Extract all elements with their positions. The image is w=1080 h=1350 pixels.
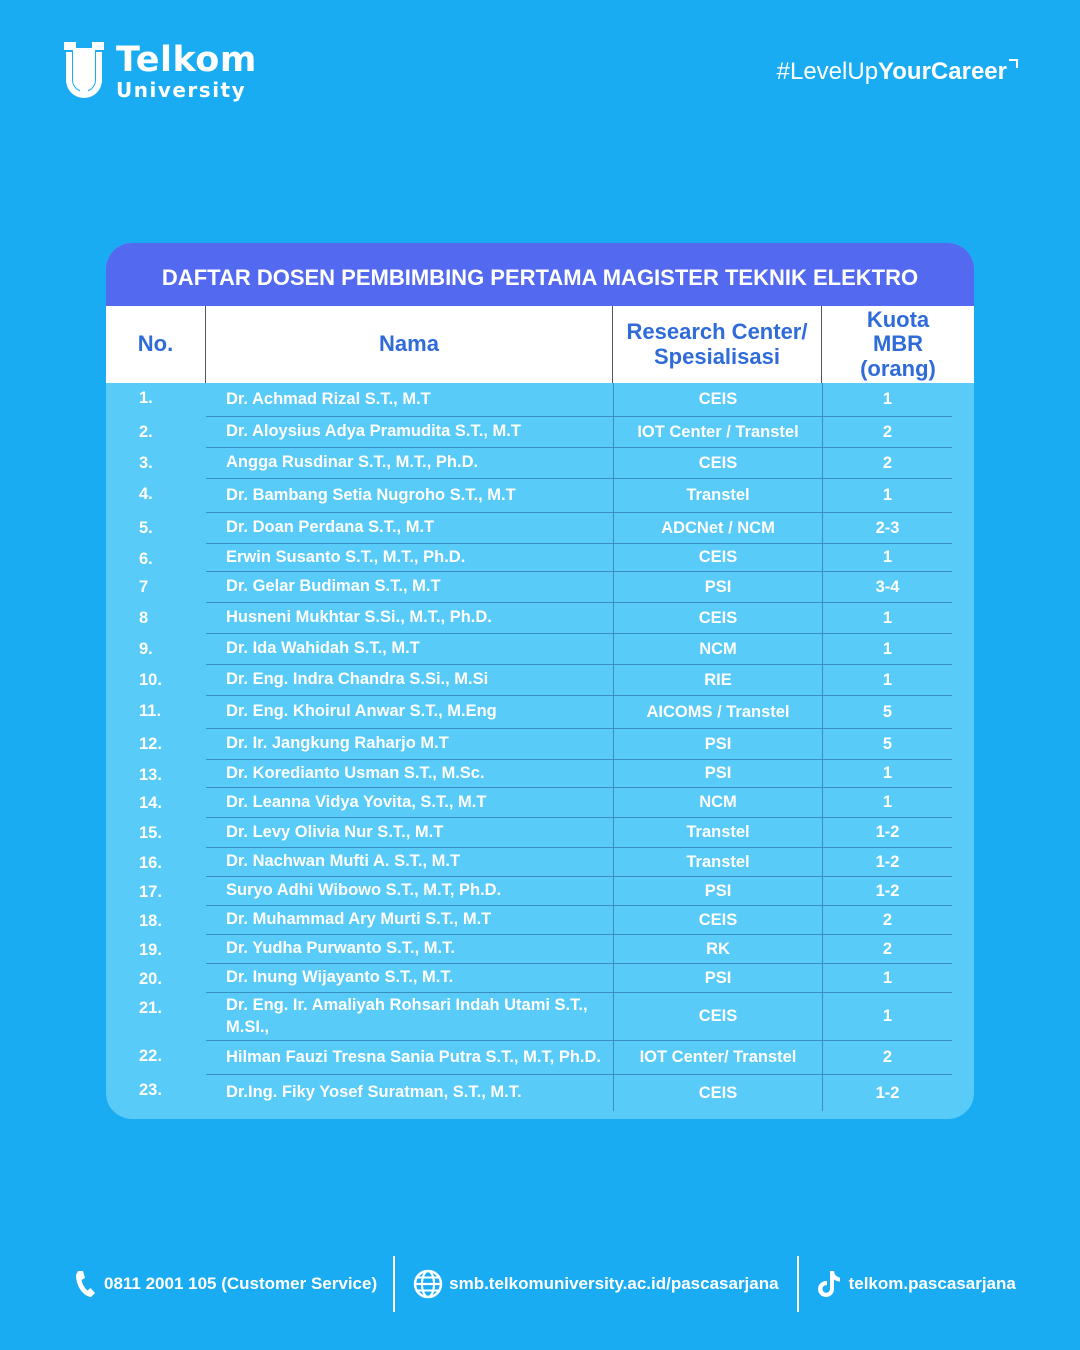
table-row [106, 935, 974, 964]
quota: 1-2 [822, 848, 952, 877]
research-center: CEIS [613, 1075, 822, 1111]
tiktok-handle[interactable]: telkom.pascasarjana [848, 1274, 1016, 1293]
table-row [106, 993, 974, 1041]
research-center: AICOMS / Transtel [613, 696, 822, 729]
research-center: Transtel [613, 479, 822, 513]
quota: 1 [822, 993, 952, 1041]
quota: 5 [822, 729, 952, 760]
row-number: 13. [139, 766, 162, 784]
table-row [106, 479, 974, 513]
row-number: 11. [139, 702, 162, 720]
lecturer-name: Dr. Leanna Vidya Yovita, S.T., M.T [206, 788, 613, 818]
research-center: CEIS [613, 544, 822, 572]
header-name: Nama [206, 306, 613, 383]
lecturer-name: Dr. Ida Wahidah S.T., M.T [206, 634, 613, 665]
lecturer-name: Dr. Koredianto Usman S.T., M.Sc. [206, 760, 613, 788]
footer-divider [797, 1256, 799, 1312]
footer-contacts [0, 1255, 1080, 1313]
table-row [106, 634, 974, 665]
quota: 1 [822, 603, 952, 634]
research-center: CEIS [613, 906, 822, 935]
row-number: 21. [139, 999, 162, 1017]
research-center: RIE [613, 665, 822, 696]
table-header [106, 306, 974, 383]
lecturer-name: Dr. Bambang Setia Nugroho S.T., M.T [206, 479, 613, 513]
row-number: 7 [139, 578, 149, 596]
lecturer-name: Husneni Mukhtar S.Si., M.T., Ph.D. [206, 603, 613, 634]
quota: 1 [822, 788, 952, 818]
table-row [106, 383, 974, 417]
footer-website [413, 1269, 778, 1299]
research-center: NCM [613, 634, 822, 665]
table-row [106, 417, 974, 448]
table-row [106, 877, 974, 906]
website-link[interactable]: smb.telkomuniversity.ac.id/pascasarjana [449, 1274, 779, 1293]
quota: 2 [822, 448, 952, 479]
table-row [106, 760, 974, 788]
row-number: 4. [139, 485, 153, 503]
row-number: 19. [139, 941, 162, 959]
tagline [777, 58, 1018, 86]
table-row [106, 848, 974, 877]
lecturer-name: Dr.Ing. Fiky Yosef Suratman, S.T., M.T. [226, 1083, 522, 1102]
table-row [106, 696, 974, 729]
lecturer-name: Dr. Eng. Khoirul Anwar S.T., M.Eng [206, 696, 613, 729]
research-center: Transtel [613, 848, 822, 877]
table-row [106, 544, 974, 572]
table-row [106, 906, 974, 935]
quota: 1 [822, 383, 952, 417]
quota: 1 [822, 665, 952, 696]
table-row [106, 788, 974, 818]
table-row [106, 572, 974, 603]
table-row [106, 729, 974, 760]
table-row [106, 665, 974, 696]
advisor-table-panel [106, 243, 974, 1119]
row-number: 5. [139, 519, 153, 537]
quota: 2-3 [822, 513, 952, 544]
table-row [106, 448, 974, 479]
research-center: CEIS [613, 603, 822, 634]
row-number: 9. [139, 640, 153, 658]
lecturer-name: Dr. Doan Perdana S.T., M.T [206, 513, 613, 544]
table-row [106, 513, 974, 544]
corner-mark-icon [1009, 59, 1018, 68]
table-row [106, 1075, 974, 1111]
globe-icon [413, 1269, 443, 1299]
row-number: 23. [139, 1081, 162, 1099]
row-number: 3. [139, 454, 153, 472]
header-research-center: Research Center/ Spesialisasi [613, 306, 822, 383]
research-center: PSI [613, 877, 822, 906]
research-center: IOT Center/ Transtel [613, 1041, 822, 1075]
telkom-logo-icon [62, 40, 106, 102]
lecturer-name: Dr. Yudha Purwanto S.T., M.T. [206, 935, 613, 964]
lecturer-name: Dr. Inung Wijayanto S.T., M.T. [206, 964, 613, 993]
quota: 1 [822, 760, 952, 788]
phone-text[interactable]: 0811 2001 105 (Customer Service) [104, 1274, 378, 1293]
table-row [106, 603, 974, 634]
lecturer-name: Dr. Muhammad Ary Murti S.T., M.T [206, 906, 613, 935]
tagline-bold: YourCareer [878, 58, 1007, 85]
row-number: 1. [139, 389, 153, 407]
footer-divider [393, 1256, 395, 1312]
footer-phone [72, 1269, 377, 1299]
lecturer-name: Dr. Achmad Rizal S.T., M.T [206, 383, 613, 417]
quota: 1-2 [822, 1075, 952, 1111]
table-row [106, 1041, 974, 1075]
research-center: PSI [613, 964, 822, 993]
phone-icon [72, 1269, 98, 1299]
lecturer-name: Hilman Fauzi Tresna Sania Putra S.T., M.T, Ph.D. [206, 1041, 613, 1075]
lecturer-name: Angga Rusdinar S.T., M.T., Ph.D. [206, 448, 613, 479]
tagline-light: #LevelUp [776, 58, 879, 85]
quota: 1 [822, 544, 952, 572]
logo-wordmark: Telkom [116, 39, 257, 80]
lecturer-name: Dr. Eng. Ir. Amaliyah Rohsari Indah Utami S.T., M.SI., [206, 993, 613, 1041]
research-center: ADCNet / NCM [613, 513, 822, 544]
quota: 2 [822, 417, 952, 448]
row-number: 14. [139, 794, 162, 812]
row-number: 18. [139, 912, 162, 930]
table-title: DAFTAR DOSEN PEMBIMBING PERTAMA MAGISTER TEKNIK ELEKTRO [106, 243, 974, 306]
table-row [106, 964, 974, 993]
row-number: 12. [139, 735, 162, 753]
telkom-university-logo [62, 40, 257, 102]
quota: 1 [822, 964, 952, 993]
lecturer-name: Dr. Nachwan Mufti A. S.T., M.T [206, 848, 613, 877]
row-number: 16. [139, 854, 162, 872]
quota: 1-2 [822, 818, 952, 848]
quota: 2 [822, 906, 952, 935]
logo-subtitle: University [116, 77, 247, 102]
row-number: 17. [139, 883, 162, 901]
row-number: 6. [139, 550, 153, 568]
header-quota: Kuota MBR (orang) [860, 307, 936, 381]
quota: 1 [822, 479, 952, 513]
lecturer-name: Dr. Gelar Budiman S.T., M.T [206, 572, 613, 603]
lecturer-name: Dr. Levy Olivia Nur S.T., M.T [206, 818, 613, 848]
quota: 1-2 [822, 877, 952, 906]
table-row [106, 818, 974, 848]
footer-tiktok [817, 1269, 1016, 1299]
quota: 1 [822, 634, 952, 665]
quota: 3-4 [822, 572, 952, 603]
research-center: CEIS [613, 448, 822, 479]
lecturer-name: Dr. Eng. Indra Chandra S.Si., M.Si [206, 665, 613, 696]
lecturer-name: Dr. Ir. Jangkung Raharjo M.T [206, 729, 613, 760]
quota: 2 [822, 935, 952, 964]
table-body [106, 383, 974, 1111]
lecturer-name: Erwin Susanto S.T., M.T., Ph.D. [206, 544, 613, 572]
research-center: PSI [613, 572, 822, 603]
research-center: RK [613, 935, 822, 964]
row-number: 15. [139, 824, 162, 842]
row-number: 22. [139, 1047, 162, 1065]
research-center: CEIS [613, 383, 822, 417]
row-number: 10. [139, 671, 162, 689]
row-number: 8 [139, 609, 149, 627]
quota: 2 [822, 1041, 952, 1075]
row-number: 2. [139, 423, 153, 441]
header-no: No. [106, 306, 206, 383]
lecturer-name: Suryo Adhi Wibowo S.T., M.T, Ph.D. [206, 877, 613, 906]
lecturer-name: Dr. Aloysius Adya Pramudita S.T., M.T [206, 417, 613, 448]
research-center: NCM [613, 788, 822, 818]
research-center: PSI [613, 729, 822, 760]
tiktok-icon [817, 1269, 843, 1299]
quota: 5 [822, 696, 952, 729]
row-number: 20. [139, 970, 162, 988]
research-center: IOT Center / Transtel [613, 417, 822, 448]
research-center: CEIS [613, 993, 822, 1041]
research-center: Transtel [613, 818, 822, 848]
research-center: PSI [613, 760, 822, 788]
